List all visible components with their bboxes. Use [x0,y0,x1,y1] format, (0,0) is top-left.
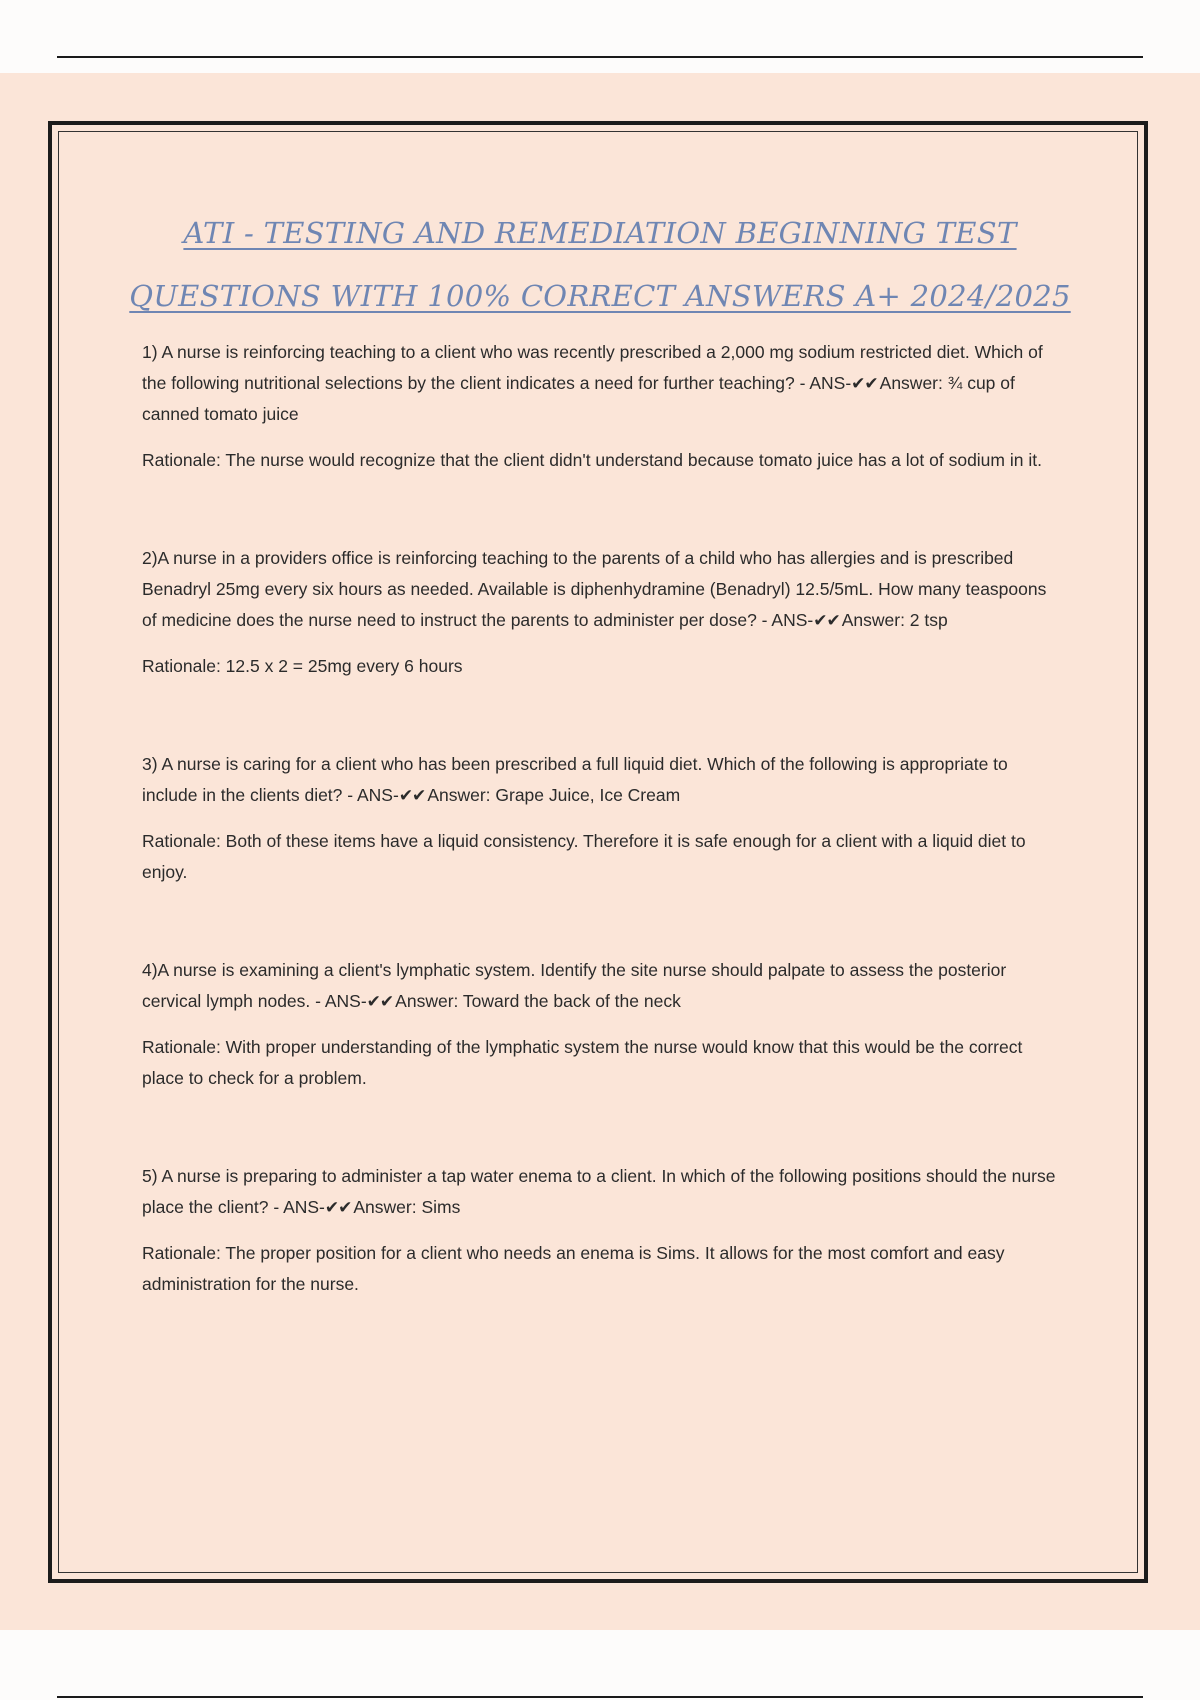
question-text [142,337,1062,430]
question-body: 1) A nurse is reinforcing teaching to a client who was recently prescribed a 2,000 mg sodium restricted diet. Which of the following nutritional selections by the client indicates a need for further teaching? - [142,342,1043,393]
check-mark-icon: ✔✔ [813,611,840,630]
ans-marker: ANS- [283,1197,325,1217]
answer-text: Answer: Toward the back of the neck [395,991,681,1011]
check-mark-icon: ✔✔ [324,1198,352,1217]
check-mark-icon: ✔✔ [398,786,426,805]
question-item-1 [142,337,1062,476]
rationale-text: Rationale: 12.5 x 2 = 25mg every 6 hours [142,656,463,676]
ans-marker: ANS- [357,785,399,805]
question-item-4 [142,955,1062,1094]
question-item-2 [142,543,1062,682]
question-text [142,543,1062,636]
rationale-text: Rationale: The nurse would recognize that the client didn't understand because tomato juice has a lot of sodium in it. [142,450,1042,470]
question-text [142,1161,1062,1223]
question-body: 5) A nurse is preparing to administer a tap water enema to a client. In which of the following positions should the nurse place the client? - [142,1166,1056,1217]
rationale-text: Rationale: The proper position for a client who needs an enema is Sims. It allows for the most comfort and easy administration for the nurse. [142,1243,1005,1294]
rationale-text: Rationale: Both of these items have a liquid consistency. Therefore it is safe enough for a client with a liquid diet to enjoy. [142,831,1026,882]
question-body: 3) A nurse is caring for a client who has been prescribed a full liquid diet. Which of the following is appropriate to include in the clients diet? - [142,754,1008,805]
question-item-3 [142,749,1062,888]
page-top-rule [57,56,1143,58]
ans-marker: ANS- [324,991,367,1011]
question-text [142,955,1062,1017]
check-mark-icon: ✔✔ [851,374,878,393]
ans-marker: ANS- [771,610,814,630]
answer-text: Answer: Grape Juice, Ice Cream [427,785,681,805]
page-bottom-rule [57,1696,1143,1698]
document-title-line-2: QUESTIONS WITH 100% CORRECT ANSWERS A+ 2024/2025 [129,279,1071,313]
answer-text: Answer: ¾ cup of canned tomato juice [142,373,1015,424]
question-text [142,749,1062,811]
question-body: 2)A nurse in a providers office is reinforcing teaching to the parents of a child who has allergies and is prescribed Benadryl 25mg every six hours as needed. Available is diphenhydramine (Benadryl) 12.5/5mL. How many teaspoons of medicine does the nurse need to instruct the parents to administer per dose? - [142,548,1047,630]
rationale-text: Rationale: With proper understanding of the lymphatic system the nurse would know that this would be the correct place to check for a problem. [142,1037,1023,1088]
question-list [142,337,1062,1367]
question-body: 4)A nurse is examining a client's lymphatic system. Identify the site nurse should palpate to assess the posterior cervical lymph nodes. - [142,960,1007,1011]
answer-text: Answer: Sims [353,1197,461,1217]
ans-marker: ANS- [809,373,852,393]
document-title-line-1: ATI - TESTING AND REMEDIATION BEGINNING TEST [183,216,1017,250]
question-item-5 [142,1161,1062,1300]
check-mark-icon: ✔✔ [366,992,394,1011]
answer-text: Answer: 2 tsp [841,610,948,630]
